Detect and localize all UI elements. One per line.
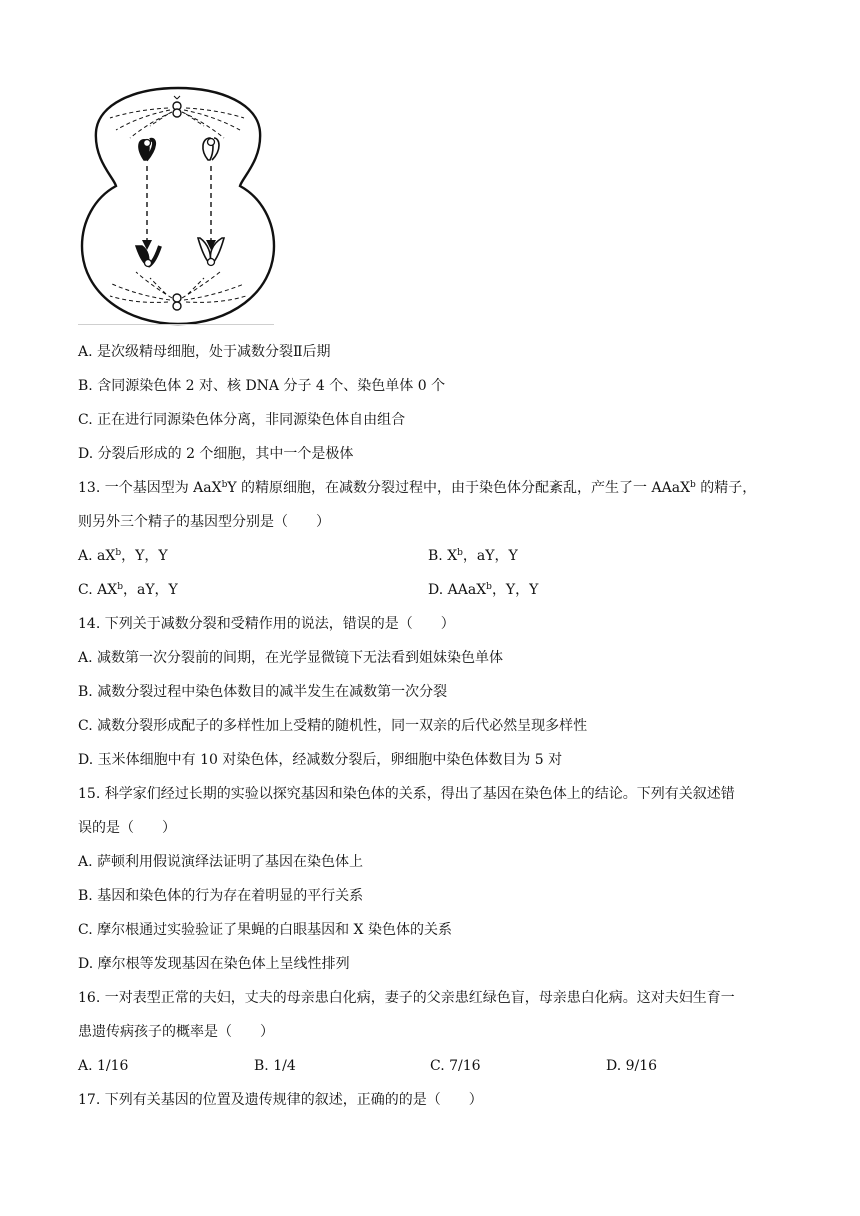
q17-stem: 17. 下列有关基因的位置及遗传规律的叙述，正确的的是（ ） bbox=[78, 1092, 483, 1108]
q16-option-b: B. 1/4 bbox=[254, 1058, 296, 1074]
q12-option-d: D. 分裂后形成的 2 个细胞，其中一个是极体 bbox=[78, 446, 354, 462]
q16-option-a: A. 1/16 bbox=[78, 1058, 129, 1074]
q13-option-d: D. AAaX$^b$，Y，Y bbox=[428, 582, 539, 598]
top-centrosome bbox=[173, 96, 181, 117]
cell-membrane bbox=[82, 88, 274, 324]
q13-option-b: B. $X^b$，aY，Y bbox=[428, 548, 518, 564]
q14-option-d: D. 玉米体细胞中有 10 对染色体，经减数分裂后，卵细胞中染色体数目为 5 对 bbox=[78, 752, 563, 768]
upper-right-chromosome bbox=[203, 138, 219, 160]
movement-arrows bbox=[147, 166, 211, 242]
q16-stem-line2: 患遗传病孩子的概率是（ ） bbox=[78, 1024, 274, 1040]
q15-option-a: A. 萨顿利用假说演绎法证明了基因在染色体上 bbox=[78, 854, 364, 870]
q13-stem-line1: 13. 一个基因型为 AaX$^b$Y 的精原细胞，在减数分裂过程中，由于染色体分配紊乱，产生了一 AAaX$^b$ 的精子， bbox=[78, 480, 757, 496]
cell-division-diagram bbox=[80, 82, 276, 326]
q14-option-c: C. 减数分裂形成配子的多样性加上受精的随机性，同一双亲的后代必然呈现多样性 bbox=[78, 718, 588, 734]
q13-option-a: A. $aX^b$，Y，Y bbox=[78, 548, 168, 564]
q12-option-b: B. 含同源染色体 2 对、核 DNA 分子 4 个、染色单体 0 个 bbox=[78, 378, 446, 394]
upper-left-chromosome bbox=[139, 140, 154, 161]
q16-option-d: D. 9/16 bbox=[606, 1058, 658, 1074]
q13-stem-line2: 则另外三个精子的基因型分别是（ ） bbox=[78, 514, 330, 530]
q15-option-b: B. 基因和染色体的行为存在着明显的平行关系 bbox=[78, 888, 364, 904]
q14-option-a: A. 减数第一次分裂前的间期，在光学显微镜下无法看到姐妹染色单体 bbox=[78, 650, 504, 666]
q15-option-d: D. 摩尔根等发现基因在染色体上呈线性排列 bbox=[78, 956, 350, 972]
figure-rule bbox=[78, 324, 274, 325]
q16-stem-line1: 16. 一对表型正常的夫妇，丈夫的母亲患白化病，妻子的父亲患红绿色盲，母亲患白化病。这对夫妇生育一 bbox=[78, 990, 735, 1006]
q14-option-b: B. 减数分裂过程中染色体数目的减半发生在减数第一次分裂 bbox=[78, 684, 448, 700]
bottom-centrosome bbox=[173, 294, 181, 310]
q13-option-c: C. $AX^b$，aY，Y bbox=[78, 582, 178, 598]
q15-option-c: C. 摩尔根通过实验验证了果蝇的白眼基因和 X 染色体的关系 bbox=[78, 922, 452, 938]
q12-option-c: C. 正在进行同源染色体分离，非同源染色体自由组合 bbox=[78, 412, 406, 428]
q15-stem-line1: 15. 科学家们经过长期的实验以探究基因和染色体的关系，得出了基因在染色体上的结论。下列有关叙述错 bbox=[78, 786, 735, 802]
q16-option-c: C. 7/16 bbox=[430, 1058, 481, 1074]
cell-division-figure bbox=[80, 82, 276, 326]
q15-stem-line2: 误的是（ ） bbox=[78, 820, 176, 836]
lower-left-chromosome bbox=[136, 246, 160, 267]
q14-stem: 14. 下列关于减数分裂和受精作用的说法，错误的是（ ） bbox=[78, 616, 455, 632]
q12-option-a: A. 是次级精母细胞，处于减数分裂Ⅱ后期 bbox=[78, 344, 331, 360]
